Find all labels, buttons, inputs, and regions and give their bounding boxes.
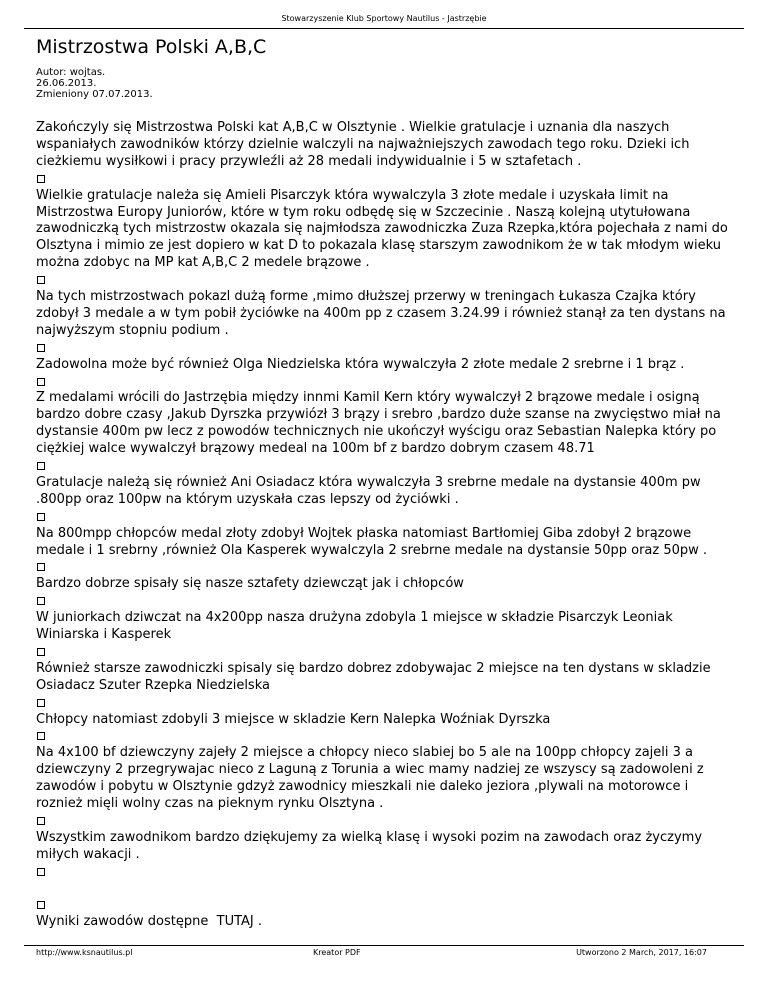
results-prefix: Wyniki zawodów dostępne	[36, 914, 217, 930]
article-body	[36, 120, 736, 931]
paragraph: Na 4x100 bf dziewczyny zajeły 2 miejsce a chłopcy nieco slabiej bo 5 ale na 100pp chłopcy zajeli 3 a dziewczyny 2 przegrywajac nieco z Laguną z Torunia a wiec mamy nadziej ze wszyscy są zadowoleni z zawodów i pobytu w Olsztynie gdzyż zawodnicy mieszkali nie daleko jeziora ,plywali na motorowce i roznież mięli wolny czas na pieknym rynku Olsztyna .	[36, 745, 704, 812]
results-link[interactable]: TUTAJ	[216, 914, 254, 930]
paragraph: Na 800mpp chłopców medal złoty zdobył Wojtek płaska natomiast Bartłomiej Giba zdobył 2 brązowe medale i 1 srebrny ,również Ola Kasperek wywalczyla 2 srebrne medale na dystansie 50pp oraz 50pw .	[36, 525, 708, 558]
article-title: Mistrzostwa Polski A,B,C	[36, 36, 267, 58]
paragraph: W juniorkach dziwczat na 4x200pp nasza drużyna zdobyla 1 miejsce w składzie Pisarczyk Leoniak Winiarska i Kasperek	[36, 610, 673, 643]
image-placeholder	[36, 171, 736, 188]
paragraph: Wielkie gratulacje należa się Amieli Pisarczyk która wywalczyla 3 złote medale i uzyskała limit na Mistrzostwa Europy Juniorów, które w tym roku odbędę się w Szczecinie . Naszą kolejną utytułowana zawodniczką tych mistrzostw okazala się najmłodsza zawodniczka Zuza Rzepka,która pojechała z nami do Olsztyna i mimio ze jest dopiero w kat D to pokazala klasę starszym zawodnikom że w tak młodym wieku można zdobyc na MP kat A,B,C 2 medele brązowe .	[36, 187, 728, 271]
image-placeholder-icon	[37, 378, 45, 386]
footer-created-date: Utworzono 2 March, 2017, 16:07	[576, 948, 707, 957]
results-line	[36, 914, 736, 931]
image-placeholder-icon	[37, 462, 45, 470]
image-placeholder	[36, 458, 736, 475]
paragraph: Zadowolna może być również Olga Niedzielska która wywalczyła 2 złote medale 2 srebrne i 1 brąz .	[36, 356, 685, 372]
image-placeholder	[36, 340, 736, 357]
image-placeholder	[36, 593, 736, 610]
article-meta	[36, 67, 153, 100]
paragraph: Gratulacje należą się również Ani Osiadacz która wywalczyła 3 srebrne medale na dystansie 400m pw .800pp oraz 100pw na którym uzyskała czas lepszy od życiówki .	[36, 474, 701, 507]
image-placeholder	[36, 374, 736, 391]
image-placeholder	[36, 272, 736, 289]
image-placeholder-icon	[37, 175, 45, 183]
image-placeholder-icon	[37, 699, 45, 707]
image-placeholder-icon	[37, 732, 45, 740]
image-placeholder-icon	[37, 597, 45, 605]
paragraph: Na tych mistrzostwach pokazl dużą forme ,mimo dłuższej przerwy w treningach Łukasza Czajka który zdobył 3 medale a w tym pobił życiówke na 400m pp z czasem 3.24.99 i również stanął za ten dystans na najwyższym stopniu podium .	[36, 289, 726, 338]
image-placeholder	[36, 728, 736, 745]
publish-date: 26.06.2013.	[36, 78, 97, 89]
footer-url: http://www.ksnautilus.pl	[36, 948, 133, 957]
image-placeholder	[36, 509, 736, 526]
image-placeholder-icon	[37, 648, 45, 656]
author-line: Autor: wojtas.	[36, 67, 106, 78]
paragraph: Z medalami wrócili do Jastrzębia między innmi Kamil Kern który wywalczył 2 brązowe medale i osigną bardzo dobre czasy ,Jakub Dyrszka przywiózł 3 brązy i srebro ,bardzo duże szanse na zwycięstwo miał na dystansie 400m pw lecz z powodów technicznych nie ukończył wyścigu oraz Sebastian Nalepka który po ciężkiej walce wywalczył brązowy medeal na 100m bf z bardzo dobrym czasem 48.71	[36, 390, 721, 457]
footer-divider	[24, 945, 744, 946]
header-divider	[24, 28, 744, 29]
image-placeholder-icon	[37, 817, 45, 825]
image-placeholder	[36, 559, 736, 576]
image-placeholder-icon	[37, 901, 45, 909]
paragraph: Zakończyly się Mistrzostwa Polski kat A,B,C w Olsztynie . Wielkie gratulacje i uznania dla naszych wspaniałych zawodników którzy dzielnie walczyli na najważniejszych zawodach tego roku. Dzieki ich cieżkiemu wysiłkowi i pracy przywIeźli aż 28 medali indywidualnie i 5 w sztafetach .	[36, 120, 690, 169]
blank-line	[36, 881, 736, 898]
footer-creator: Kreator PDF	[313, 948, 361, 957]
paragraph: Bardzo dobrze spisały się nasze sztafety dziewcząt jak i chłopców	[36, 576, 464, 592]
modified-date: Zmieniony 07.07.2013.	[36, 89, 153, 100]
image-placeholder-icon	[37, 513, 45, 521]
image-placeholder	[36, 644, 736, 661]
image-placeholder-icon	[37, 344, 45, 352]
image-placeholder-icon	[37, 868, 45, 876]
image-placeholder	[36, 695, 736, 712]
image-placeholder	[36, 813, 736, 830]
paragraph: Również starsze zawodniczki spisaly się bardzo dobrez zdobywajac 2 miejsce na ten dystans w skladzie Osiadacz Szuter Rzepka Niedzielska	[36, 660, 711, 693]
image-placeholder-icon	[37, 563, 45, 571]
paragraph: Wszystkim zawodnikom bardzo dziękujemy za wielką klasę i wysoki pozim na zawodach oraz życzymy miłych wakacji .	[36, 829, 703, 862]
image-placeholder-icon	[37, 276, 45, 284]
site-header-title: Stowarzyszenie Klub Sportowy Nautilus - Jastrzębie	[281, 14, 487, 23]
image-placeholder	[36, 897, 736, 914]
results-suffix: .	[253, 914, 263, 930]
image-placeholder	[36, 864, 736, 881]
paragraph: Chłopcy natomiast zdobyli 3 miejsce w skladzie Kern Nalepka Woźniak Dyrszka	[36, 711, 551, 727]
